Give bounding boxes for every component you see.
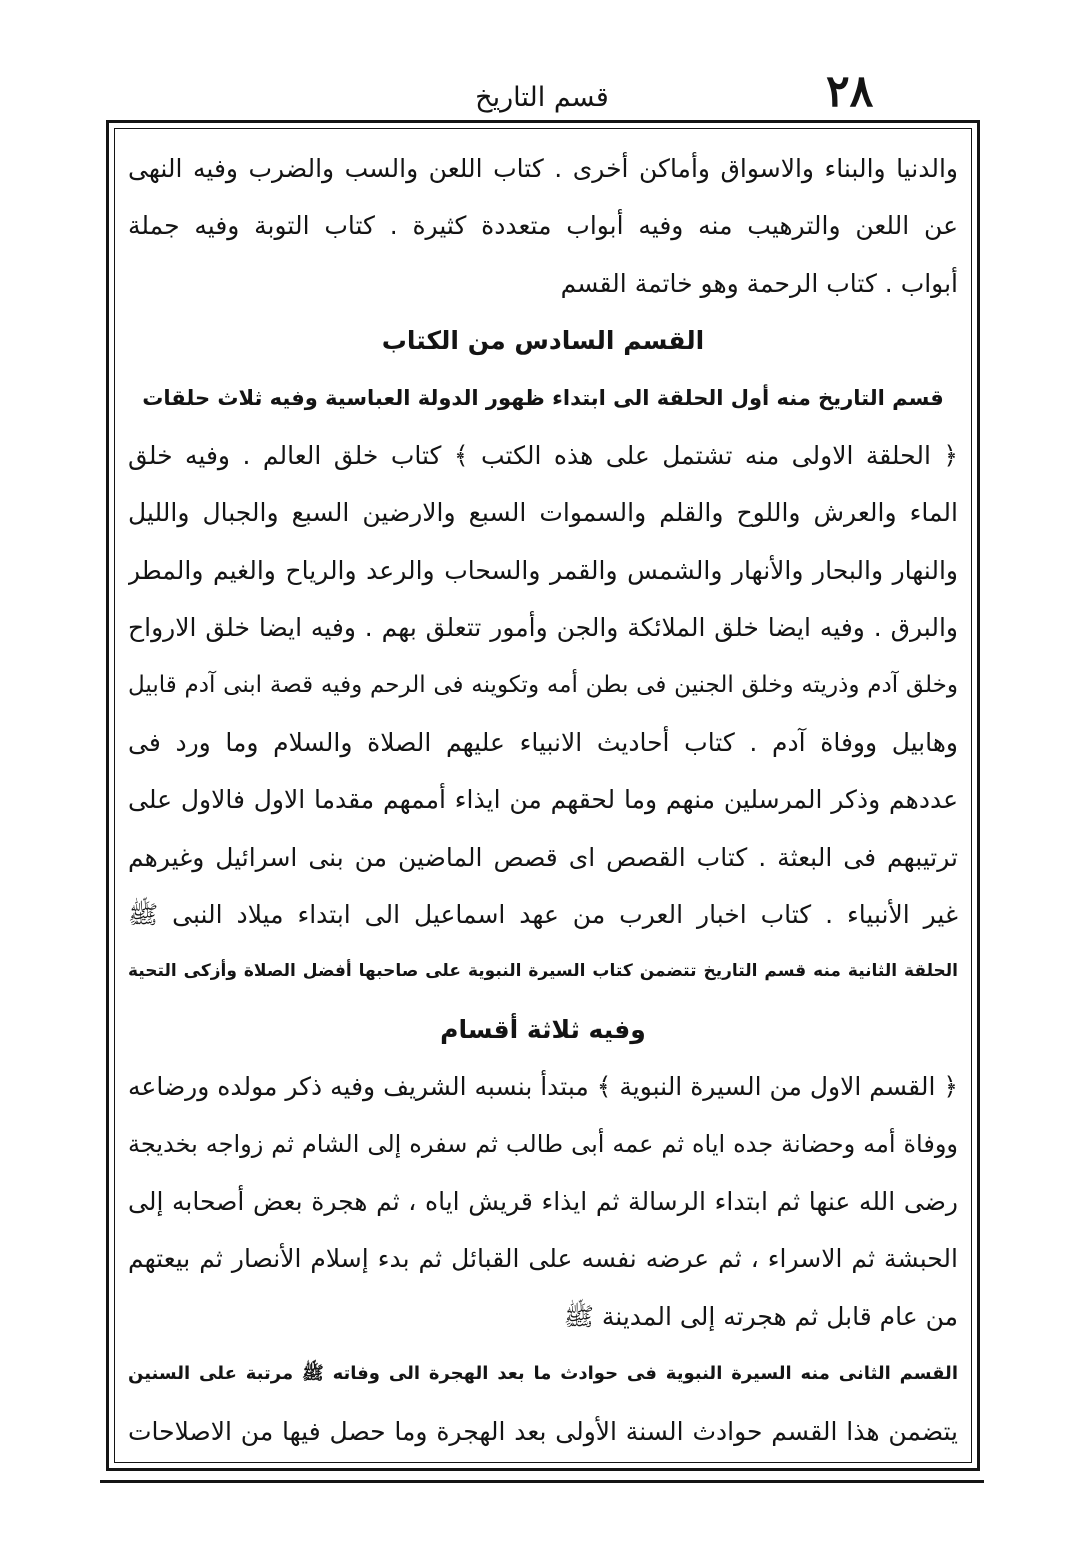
text-line: الحبشة ثم الاسراء ، ثم عرضه نفسه على القبائل ثم بدء إسلام الأنصار ثم بيعتهم [128,1244,958,1274]
text-line: ﴿ الحلقة الاولى منه تشتمل على هذه الكتب ﴾ كتاب خلق العالم . وفيه خلق [128,440,958,470]
section-heading: القسم الثانى منه السيرة النبوية فى حوادث ما بعد الهجرة الى وفاته ﷺ مرتبة على السنين [128,1363,958,1385]
text-line: ﴿ القسم الاول من السيرة النبوية ﴾ مبتدأ بنسبه الشريف وفيه ذكر مولده ورضاعه [128,1072,958,1102]
section-heading: الحلقة الثانية منه قسم التاريخ تتضمن كتاب السيرة النبوية على صاحبها أفضل الصلاة وأزكى التحية [128,961,958,982]
text-line: عن اللعن والترهيب منه وفيه أبواب متعددة كثيرة . كتاب التوبة وفيه جملة [128,211,958,241]
text-line: غير الأنبياء . كتاب اخبار العرب من عهد اسماعيل الى ابتداء ميلاد النبى ﷺ [128,900,958,930]
text-line: والدنيا والبناء والاسواق وأماكن أخرى . كتاب اللعن والسب والضرب وفيه النهى [128,154,958,183]
text-line: رضى الله عنها ثم ابتداء الرسالة ثم ايذاء قريش اياه ، ثم هجرة بعض أصحابه إلى [128,1187,958,1217]
section-subheading: وفيه ثلاثة أقسام [440,1014,646,1044]
section-heading: القسم السادس من الكتاب [381,326,705,356]
page-number: ٢٨ [826,66,874,117]
running-header: قسم التاريخ [475,82,609,113]
text-line: أبواب . كتاب الرحمة وهو خاتمة القسم [560,268,958,298]
text-line: الماء والعرش واللوح والقلم والسموات السبع والارضين السبع والجبال والليل [128,498,958,528]
text-line: وخلق آدم وذريته وخلق الجنين فى بطن أمه وتكوينه فى الرحم وفيه قصة ابنى آدم قابيل [128,671,958,698]
text-line: والنهار والبحار والأنهار والشمس والقمر والسحاب والرعد والرياح والغيم والمطر [128,555,958,585]
text-line: يتضمن هذا القسم حوادث السنة الأولى بعد الهجرة وما حصل فيها من الاصلاحات [128,1416,958,1446]
bottom-rule [100,1480,984,1483]
text-line: عددهم وذكر المرسلين منهم وما لحقهم من ايذاء أممهم مقدما الاول فالاول على [128,785,958,815]
section-subheading: قسم التاريخ منه أول الحلقة الى ابتداء ظهور الدولة العباسية وفيه ثلاث حلقات [142,385,944,410]
text-block [128,140,958,1460]
text-line: من عام قابل ثم هجرته إلى المدينة ﷺ [563,1301,958,1331]
text-line: وهابيل ووفاة آدم . كتاب أحاديث الانبياء عليهم الصلاة والسلام وما ورد فى [128,727,958,757]
text-line: ووفاة أمه وحضانة جده اياه ثم عمه أبى طالب ثم سفره إلى الشام ثم زواجه بخديجة [128,1129,958,1158]
text-line: ترتيبهم فى البعثة . كتاب القصص اى قصص الماضين من بنى اسرائيل وغيرهم [128,842,958,872]
text-line: والبرق . وفيه ايضا خلق الملائكة والجن وأمور تتعلق بهم . وفيه ايضا خلق الارواح [128,613,958,643]
